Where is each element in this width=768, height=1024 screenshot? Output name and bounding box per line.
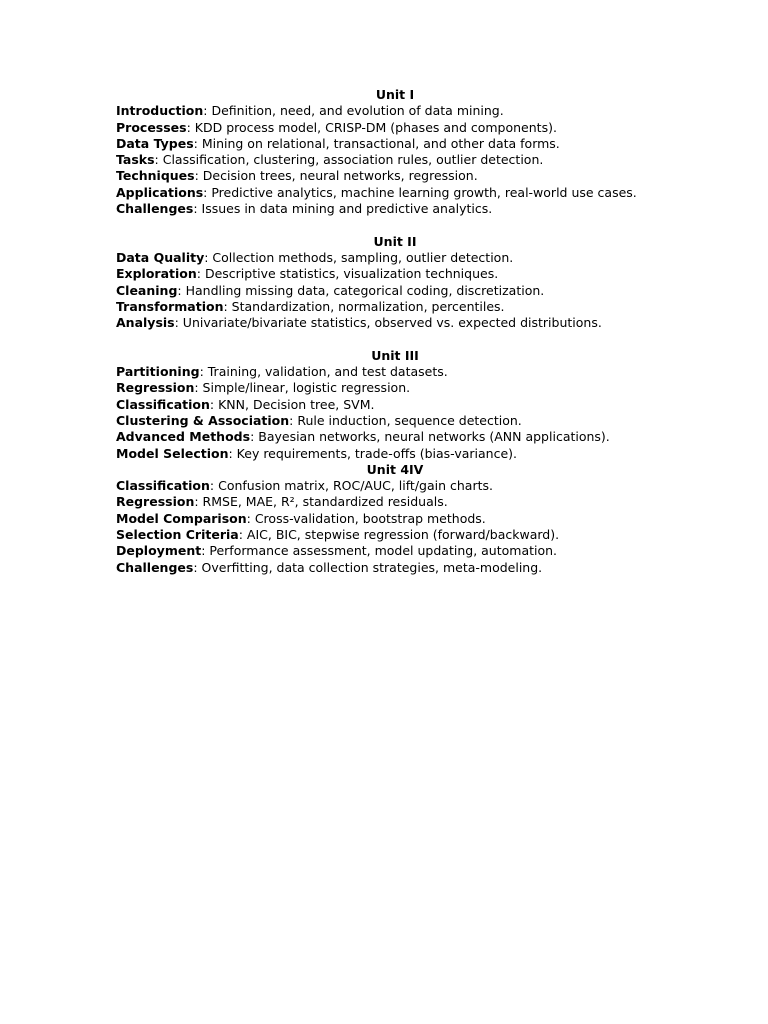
item-term: Processes [116,119,187,135]
unit-4-item-regression [116,494,676,510]
item-term: Exploration [116,266,197,282]
unit-4-title: Unit 4IV [366,461,424,477]
item-term: Analysis [116,315,175,331]
document-page [116,87,676,576]
unit-1-title: Unit I [375,87,415,102]
unit-2-title: Unit II [373,233,417,249]
item-term: Challenges [116,201,194,217]
item-text: : Bayesian networks, neural networks (ANN applications). [250,429,610,445]
item-text: : AIC, BIC, stepwise regression (forward/backward). [238,527,560,543]
unit-3-item-advanced-methods [116,429,676,445]
unit-1-item-challenges [116,201,676,217]
unit-2-item-data-quality [116,250,676,266]
item-term: Techniques [116,168,195,184]
item-text: : Training, validation, and test datasets. [199,364,448,380]
item-text: : Rule induction, sequence detection. [289,412,522,428]
unit-2-item-exploration [116,266,676,282]
item-text: : Standardization, normalization, percentiles. [223,298,505,314]
unit-3-item-regression [116,380,676,396]
item-text: : Cross-validation, bootstrap methods. [246,510,486,526]
unit-3-item-partitioning [116,364,676,380]
item-term: Regression [116,494,195,510]
item-text: : Definition, need, and evolution of data mining. [203,103,504,119]
unit-1-item-processes [116,120,676,136]
item-text: : Handling missing data, categorical coding, discretization. [177,282,545,298]
unit-1-item-applications [116,185,676,201]
unit-1-item-techniques [116,168,676,184]
unit-4-item-deployment [116,543,676,559]
unit-2-item-cleaning [116,283,676,299]
unit-3-title: Unit III [371,347,419,363]
unit-2-item-transformation [116,299,676,315]
item-term: Model Selection [116,445,229,461]
item-text: : Confusion matrix, ROC/AUC, lift/gain charts. [209,478,493,494]
unit-1-item-tasks [116,152,676,168]
section-spacer [116,331,676,347]
item-text: : Mining on relational, transactional, and other data forms. [193,135,560,151]
unit-4-item-classification [116,478,676,494]
unit-1-item-data-types [116,136,676,152]
item-term: Cleaning [116,282,178,298]
unit-3-item-clustering-association [116,413,676,429]
unit-1-item-introduction [116,103,676,119]
item-text: : KNN, Decision tree, SVM. [209,396,375,412]
unit-4-item-selection-criteria [116,527,676,543]
item-term: Classification [116,396,210,412]
item-term: Challenges [116,559,194,575]
section-spacer [116,217,676,233]
item-term: Data Types [116,135,194,151]
item-term: Clustering & Association [116,412,290,428]
unit-2-item-analysis [116,315,676,331]
item-term: Deployment [116,543,202,559]
item-text: : Key requirements, trade-offs (bias-variance). [228,445,518,461]
unit-4-item-model-comparison [116,511,676,527]
item-term: Selection Criteria [116,527,239,543]
item-text: : Univariate/bivariate statistics, observed vs. expected distributions. [174,315,602,331]
item-term: Classification [116,478,210,494]
item-text: : Collection methods, sampling, outlier detection. [204,249,514,265]
item-term: Tasks [116,152,155,168]
item-term: Applications [116,184,204,200]
item-text: : Issues in data mining and predictive analytics. [193,201,493,217]
unit-3-item-model-selection [116,446,676,462]
item-text: : Classification, clustering, association rules, outlier detection. [154,152,544,168]
item-term: Transformation [116,298,224,314]
unit-4-item-challenges [116,560,676,576]
item-term: Data Quality [116,249,205,265]
item-text: : KDD process model, CRISP-DM (phases and components). [186,119,557,135]
item-text: : RMSE, MAE, R², standardized residuals. [194,494,448,510]
item-term: Partitioning [116,364,200,380]
unit-3-item-classification [116,397,676,413]
item-term: Advanced Methods [116,429,251,445]
item-text: : Simple/linear, logistic regression. [194,380,411,396]
item-text: : Performance assessment, model updating, automation. [201,543,558,559]
item-text: : Predictive analytics, machine learning growth, real-world use cases. [203,184,637,200]
item-term: Regression [116,380,195,396]
item-term: Introduction [116,103,204,119]
item-term: Model Comparison [116,510,247,526]
item-text: : Descriptive statistics, visualization techniques. [196,266,499,282]
item-text: : Decision trees, neural networks, regression. [194,168,478,184]
item-text: : Overfitting, data collection strategies, meta-modeling. [193,559,543,575]
